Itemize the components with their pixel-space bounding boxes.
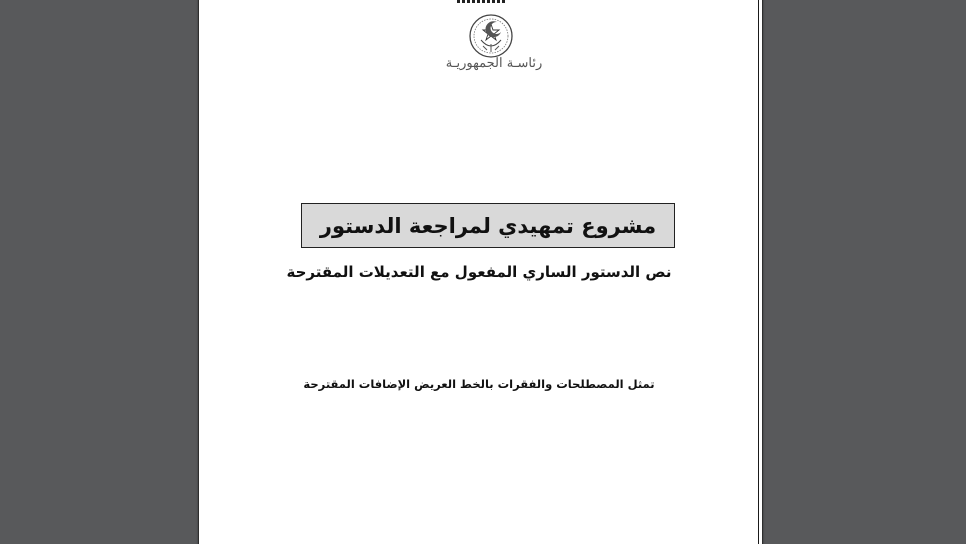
document-title: مشروع تمهيدي لمراجعة الدستور	[301, 203, 675, 248]
page-margin-line	[758, 0, 759, 544]
header-top-mark	[457, 0, 507, 3]
algeria-national-emblem-icon	[463, 10, 519, 60]
presidency-label: رئاسـة الجمهوريـة	[445, 56, 543, 71]
document-note: تمثل المصطلحات والفقرات بالخط العريض الإضافات المقترحة	[303, 377, 655, 391]
document-page	[198, 0, 763, 544]
document-subtitle: نص الدستور الساري المفعول مع التعديلات المقترحة	[286, 263, 672, 281]
